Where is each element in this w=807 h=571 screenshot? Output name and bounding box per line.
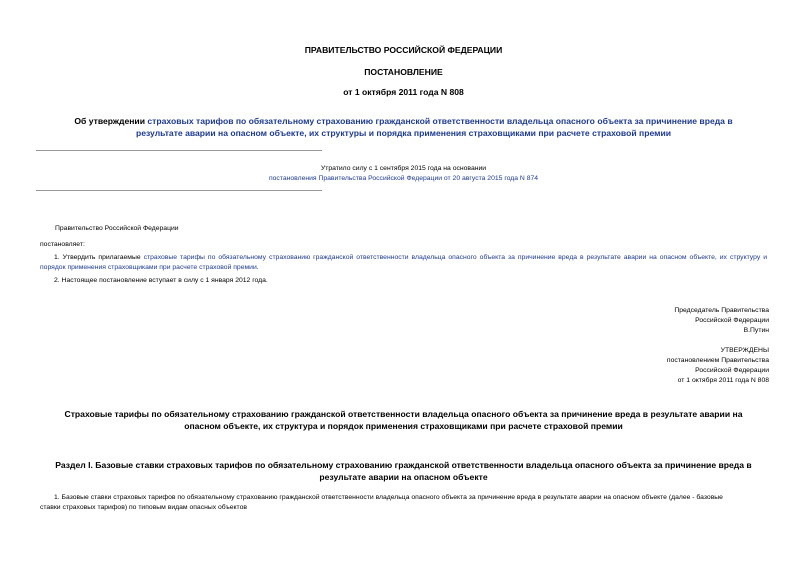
section1-title xyxy=(0,459,807,483)
section1-p1-line2: ставки страховых тарифов) по типовым видам опасных объектов xyxy=(40,504,247,511)
signature-line2: Российской Федерации xyxy=(695,317,769,324)
title-link-line2[interactable]: результате аварии на опасном объекте, их структуры и порядка применения страховщиками при расчете страховой премии xyxy=(135,128,672,138)
annex-title xyxy=(0,408,807,432)
signature-name: В.Путин xyxy=(743,327,769,334)
title-prefix: Об утверждении xyxy=(74,116,148,126)
document-type: ПОСТАНОВЛЕНИЕ xyxy=(364,67,443,77)
approved-line2: постановлением Правительства xyxy=(666,357,769,364)
divider-top xyxy=(36,150,322,151)
document-date: от 1 октября 2011 года N 808 xyxy=(343,87,464,97)
body-item1 xyxy=(40,253,767,273)
approved-line1: УТВЕРЖДЕНЫ xyxy=(720,347,769,354)
body-item2: 2. Настоящее постановление вступает в силу с 1 января 2012 года. xyxy=(54,277,268,284)
body-government: Правительство Российской Федерации xyxy=(55,225,179,232)
item1-prefix: 1. Утвердить прилагаемые xyxy=(54,254,144,261)
status-link[interactable]: постановления Правительства Российской Федерации от 20 августа 2015 года N 874 xyxy=(268,175,539,182)
section1-title-line1: Раздел I. Базовые ставки страховых тарифов по обязательному страхованию гражданской ответственности владельца опасного объекта за причинение вреда в xyxy=(55,460,752,470)
approved-line4: от 1 октября 2011 года N 808 xyxy=(677,377,769,384)
divider-bottom xyxy=(36,190,322,191)
annex-title-line2: опасном объекте, их структура и порядок применения страховщиками при расчете страховой премии xyxy=(184,421,623,431)
approved-block xyxy=(667,346,769,386)
document-title xyxy=(0,115,807,139)
signature-block xyxy=(674,306,769,336)
government-header: ПРАВИТЕЛЬСТВО РОССИЙСКОЙ ФЕДЕРАЦИИ xyxy=(304,45,503,55)
signature-line1: Председатель Правительства xyxy=(674,307,769,314)
item1-link-a[interactable]: страховые тарифы по обязательному страхованию гражданской ответственности владельца опасного объекта за причинение вреда в результате аварии на опасном объекте, их xyxy=(143,254,727,261)
title-link-line1[interactable]: страховых тарифов по обязательному страхованию гражданской ответственности владельца опасного объекта за причинение вреда в xyxy=(147,116,733,126)
section1-paragraph xyxy=(40,493,767,513)
section1-title-line2: результате аварии на опасном объекте xyxy=(319,472,488,482)
approved-line3: Российской Федерации xyxy=(695,367,769,374)
item1-suffix: . xyxy=(256,264,259,271)
item1-link-b[interactable]: структуру и порядок применения страховщиками при расчете страховой премии xyxy=(40,254,768,271)
section1-p1-line1: 1. Базовые ставки страховых тарифов по обязательному страхованию гражданской ответственности владельца опасного объекта за причинение вреда в результате аварии на опасном объекте (далее - базовые xyxy=(54,494,723,501)
status-text: Утратило силу с 1 сентября 2015 года на основании xyxy=(320,165,487,172)
body-resolves: постановляет: xyxy=(40,241,85,248)
annex-title-line1: Страховые тарифы по обязательному страхованию гражданской ответственности владельца опасного объекта за причинение вреда в результате аварии на xyxy=(64,409,743,419)
